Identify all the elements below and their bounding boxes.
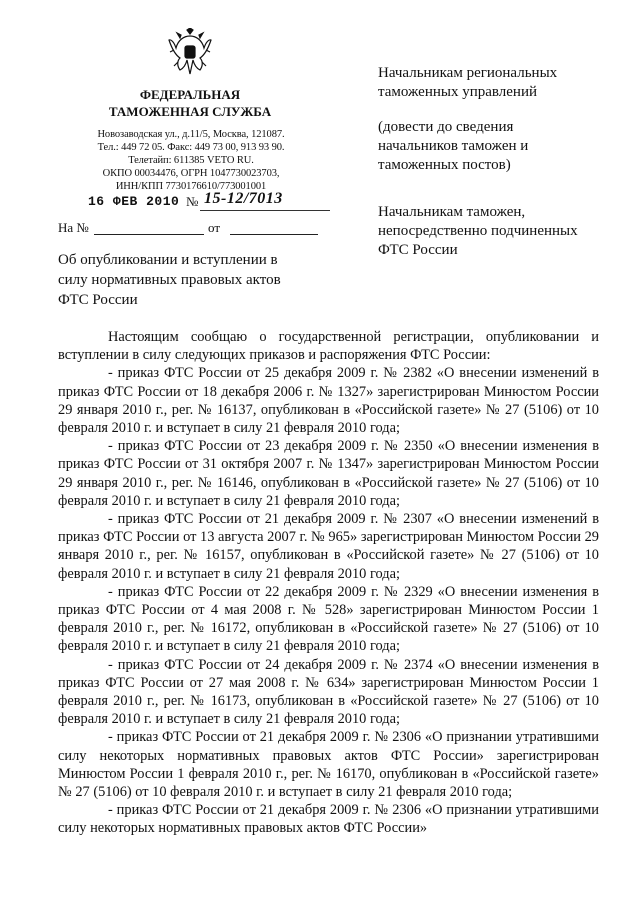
- body-list-item: - приказ ФТС России от 23 декабря 2009 г. № 2350 «О внесении изменения в приказ ФТС России от 31 октября 2007 г. № 1347» зарегистрирован Минюстом России 29 января 2010 г., рег. № 16146, опубликован в «Российской газете» № 27 (5106) от 10 февраля 2010 г. и вступает в силу 21 февраля 2010 года;: [58, 438, 599, 509]
- addressee-line: таможенных постов): [378, 157, 511, 173]
- org-name-line1: ФЕДЕРАЛЬНАЯ: [139, 87, 241, 102]
- org-name-line2: ТАМОЖЕННАЯ СЛУЖБА: [108, 104, 272, 119]
- number-underline: [200, 210, 330, 211]
- addressee-line: таможенных управлений: [378, 84, 538, 100]
- addressee-note: [378, 118, 608, 175]
- org-phone-fax: Тел.: 449 72 05. Факс: 449 73 00, 913 93 90.: [97, 142, 285, 153]
- addressee-line: начальников таможен и: [378, 138, 529, 154]
- organization-details: [58, 128, 324, 193]
- reference-line: [58, 220, 318, 240]
- org-teletype: Телетайп: 611385 VETO RU.: [128, 155, 254, 166]
- handwritten-number: 15-12/7013: [204, 190, 283, 207]
- reference-date-label: от: [208, 220, 221, 235]
- reference-date-blank: [230, 234, 318, 235]
- letter-body: [58, 328, 599, 838]
- org-okpo-ogrn: ОКПО 00034476, ОГРН 1047730023703,: [102, 168, 280, 179]
- body-list-item: - приказ ФТС России от 21 декабря 2009 г. № 2307 «О внесении изменений в приказ ФТС России от 13 августа 2007 г. № 965» зарегистрирован Минюстом России 29 января 2010 г., рег. № 16157, опубликован в «Российской газете» № 27 (5106) от 10 февраля 2010 г. и вступает в силу 21 февраля 2010 года;: [58, 511, 599, 582]
- number-sign: №: [186, 194, 199, 209]
- body-list-item: - приказ ФТС России от 24 декабря 2009 г. № 2374 «О внесении изменения в приказ ФТС России от 27 мая 2008 г. № 634» зарегистрирован Минюстом России 1 февраля 2010 г., рег. № 16173, опубликован в «Российской газете» № 27 (5106) от 10 февраля 2010 г. и вступает в силу 21 февраля 2010 года;: [58, 656, 599, 728]
- addressee-line: непосредственно подчиненных: [378, 223, 578, 239]
- addressee-line: ФТС России: [378, 242, 458, 258]
- letter-subject: Об опубликовании и вступлении в силу нормативных правовых актов ФТС России: [58, 252, 281, 308]
- org-address: Новозаводская ул., д.11/5, Москва, 121087.: [97, 129, 285, 140]
- addressee-line: (довести до сведения: [378, 119, 514, 135]
- reference-number-label: На №: [58, 220, 89, 235]
- date-stamp: 16 ФЕВ 2010: [88, 194, 180, 209]
- body-intro: Настоящим сообщаю о государственной регистрации, опубликовании и вступлении в силу следующих приказов и распоряжения ФТС России:: [58, 329, 599, 364]
- body-list-item: - приказ ФТС России от 21 декабря 2009 г. № 2306 «О признании утратившими силу некоторых нормативных правовых актов ФТС России»: [58, 802, 599, 837]
- body-list-item: - приказ ФТС России от 25 декабря 2009 г. № 2382 «О внесении изменений в приказ ФТС России от 18 декабря 2006 г. № 1327» зарегистрирован Минюстом России 29 января 2010 г., рег. № 16137, опубликован в «Российской газете» № 27 (5106) от 10 февраля 2010 г. и вступает в силу 21 февраля 2010 года;: [58, 365, 599, 437]
- organization-name: [70, 86, 310, 120]
- addressee-line: Начальникам таможен,: [378, 204, 526, 220]
- registration-line: [58, 190, 308, 216]
- body-list-item: - приказ ФТС России от 21 декабря 2009 г. № 2306 «О признании утратившими силу некоторых нормативных правовых актов ФТС России» зарегистрирован Минюстом России 1 февраля 2010 г., рег. № 16170, опубликован в «Российской газете» № 27 (5106) от 10 февраля 2010 г. и вступает в силу 21 февраля 2010 года;: [58, 729, 599, 801]
- coat-of-arms-icon: [168, 28, 212, 78]
- org-inn-kpp: ИНН/КПП 7730176610/773001001: [115, 181, 267, 192]
- addressee-regional-directorates: [378, 64, 608, 102]
- reference-number-blank: [94, 234, 204, 235]
- addressee-line: Начальникам региональных: [378, 65, 558, 81]
- body-list-item: - приказ ФТС России от 22 декабря 2009 г. № 2329 «О внесении изменения в приказ ФТС России от 4 мая 2008 г. № 528» зарегистрирован Минюстом России 1 февраля 2010 г., рег. № 16172, опубликован в «Российской газете» № 27 (5106) от 10 февраля 2010 г. и вступает в силу 21 февраля 2010 года;: [58, 583, 599, 655]
- addressee-customs-heads: [378, 203, 608, 260]
